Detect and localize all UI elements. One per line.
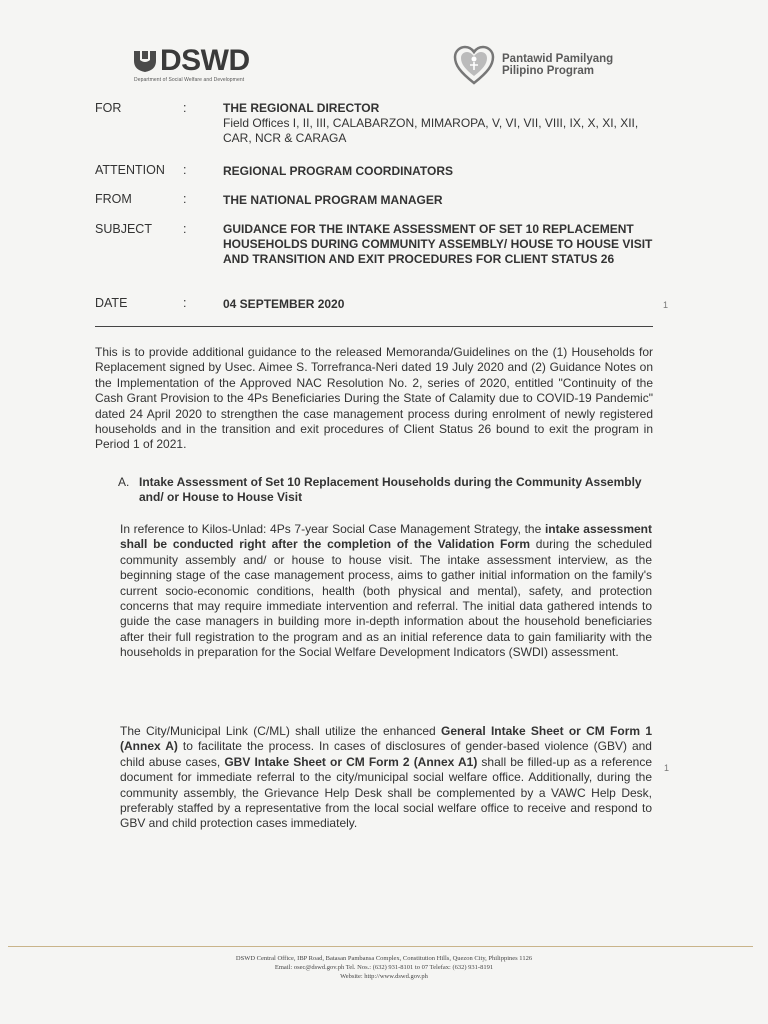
intake-text-2: during the scheduled community assembly and/ or house to house visit. The intake assessment interview, as the beginning stage of the case management process, aims to gather initial information on the family's current socio-economic conditions, health (both physical and mental), safety, and protection concerns that may require immediate intervention and referral. The initial data gathered intends to guide the case managers in building more in-depth information about the household beneficiaries after their full registration to the program and as an initial reference data to gain familiarity with the households in preparation for the Social Welfare Development Indicators (SWDI) assessment. — [120, 537, 652, 660]
for-value — [223, 101, 663, 146]
dswd-logo — [132, 44, 292, 86]
intro-paragraph: This is to provide additional guidance to the released Memoranda/Guidelines on the (1) Households for Replacement signed by Usec. Aimee S. Torrefranca-Neri dated 19 July 2020 and (2) Guidance Notes on the Implementation of the Approved NAC Resolution No. 2, series of 2020, entitled "Continuity of the Cash Grant Provision to the 4Ps Beneficiaries During the State of Calamity due to COVID-19 Pandemic" dated 24 April 2020 to strengthen the case management process during enrolment of newly registered households and in the transition and exit procedures of Client Status 26 bound to exit the program in Period 1 of 2021. — [95, 345, 653, 452]
header-divider — [95, 326, 653, 327]
cml-text-3: shall be filled-up as a reference document for immediate referral to the city/municipal social welfare office. Additionally, during the community assembly, the Grievance Help Desk shall be complemented by a VAWC Help Desk, preferably staffed by a representative from the local social welfare office to receive and respond to GBV and child protection cases immediately. — [120, 754, 652, 831]
attention-colon: : — [183, 163, 187, 177]
from-label: FROM — [95, 192, 132, 206]
subject-colon: : — [183, 222, 187, 236]
from-colon: : — [183, 192, 187, 206]
footer-website: Website: http://www.dswd.gov.ph — [340, 973, 428, 980]
intake-bold-text: intake assessment shall be conducted right after the completion of the Validation Form — [120, 522, 652, 552]
from-value: THE NATIONAL PROGRAM MANAGER — [223, 193, 443, 207]
attention-label: ATTENTION — [95, 163, 165, 177]
date-label: DATE — [95, 296, 128, 310]
margin-mark: 1 — [663, 300, 669, 310]
for-recipient: THE REGIONAL DIRECTOR — [223, 101, 380, 115]
dswd-emblem-icon — [132, 48, 158, 74]
pantawid-line2: Pilipino Program — [502, 65, 595, 77]
margin-mark: 1 — [664, 763, 670, 773]
cml-text-2: to facilitate the process. In cases of disclosures of gender-based violence (GBV) and child abuse cases, — [120, 739, 652, 769]
dswd-wordmark: DSWD — [160, 44, 250, 77]
pantawid-logo — [452, 44, 652, 88]
heart-family-icon — [452, 44, 496, 88]
cml-paragraph — [120, 724, 652, 832]
intake-paragraph — [120, 522, 652, 661]
for-field-offices: Field Offices I, II, III, CALABARZON, MIMAROPA, V, VI, VII, VIII, IX, X, XI, XII, CAR, NCR & CARAGA — [223, 116, 639, 145]
date-colon: : — [183, 296, 187, 310]
date-value: 04 SEPTEMBER 2020 — [223, 297, 345, 311]
section-a-title: Intake Assessment of Set 10 Replacement Households during the Community Assembly and/ or House to House Visit — [139, 475, 642, 505]
intake-text-1: In reference to Kilos-Unlad: 4Ps 7-year Social Case Management Strategy, the — [120, 522, 545, 536]
footer-divider — [8, 946, 753, 947]
pantawid-text — [502, 53, 613, 77]
subject-label: SUBJECT — [95, 222, 152, 236]
pantawid-line1: Pantawid Pamilyang — [502, 53, 614, 65]
cml-text-1: The City/Municipal Link (C/ML) shall utilize the enhanced — [120, 724, 441, 738]
cml-bold-text-1: General Intake Sheet or CM Form 1 (Annex A) — [120, 724, 652, 754]
for-label: FOR — [95, 101, 122, 115]
section-a-letter: A. — [118, 475, 130, 489]
footer-contact: Email: osec@dswd.gov.ph Tel. Nos.: (632) 931-8101 to 07 Telefax: (632) 931-8191 — [274, 964, 494, 971]
subject-value: GUIDANCE FOR THE INTAKE ASSESSMENT OF SET 10 REPLACEMENT HOUSEHOLDS DURING COMMUNITY ASSEMBLY/ HOUSE TO HOUSE VISIT AND TRANSITION AND EXIT PROCEDURES FOR CLIENT STATUS 26 — [223, 222, 653, 266]
footer-address: DSWD Central Office, IBP Road, Batasan Pambansa Complex, Constitution Hills, Quezon City, Philippines 1126 — [235, 955, 533, 962]
attention-value: REGIONAL PROGRAM COORDINATORS — [223, 164, 454, 178]
footer — [0, 954, 768, 981]
dswd-subtitle: Department of Social Welfare and Development — [134, 77, 245, 83]
cml-bold-text-2: GBV Intake Sheet or CM Form 2 (Annex A1) — [224, 754, 478, 769]
for-colon: : — [183, 101, 187, 115]
